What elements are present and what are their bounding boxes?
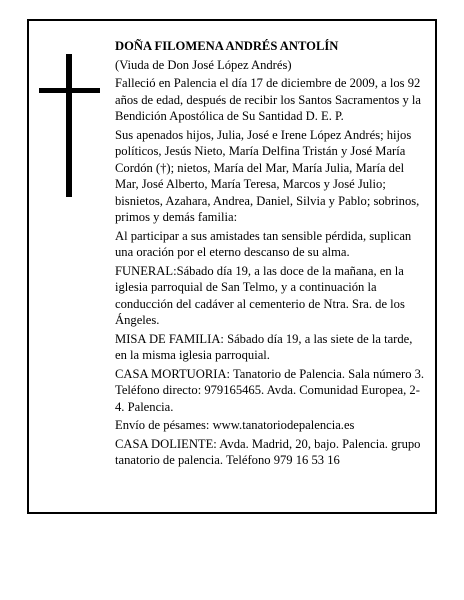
cross-icon [66, 54, 72, 197]
obituary-text [115, 38, 425, 471]
funeral-info: FUNERAL:Sábado día 19, a las doce de la mañana, en la iglesia parroquial de San Telmo, y a continuación la conducción del cadáver al cementerio de Ntra. Sra. de los Ángeles. [115, 263, 405, 327]
family-members: Sus apenados hijos, Julia, José e Irene López Andrés; hijos políticos, Jesús Nieto, María Delfina Tristán y José María Cordón (†); nietos, María del Mar, María Julia, María del Mar, José Alberto, María Teresa, Marcos y José Julio; bisnietos, Azahara, Andrea, Daniel, Silvia y Pablo; sobrinos, primos y demás familia: [115, 127, 420, 224]
family-home-info: CASA DOLIENTE: Avda. Madrid, 20, bajo. Palencia. grupo tanatorio de palencia. Teléfono 979 16 53 16 [115, 436, 421, 467]
death-announcement: Falleció en Palencia el día 17 de diciembre de 2009, a los 92 años de edad, después de recibir los Santos Sacramentos y la Bendición Apostólica de Su Santidad D. E. P. [115, 76, 422, 123]
deceased-name: DOÑA FILOMENA ANDRÉS ANTOLÍN [115, 39, 339, 53]
family-mass-info: MISA DE FAMILIA: Sábado día 19, a las siete de la tarde, en la misma iglesia parroquial. [115, 331, 413, 362]
prayer-request: Al participar a sus amistades tan sensible pérdida, suplican una oración por el eterno descanso de su alma. [115, 228, 412, 259]
funeral-home-info: CASA MORTUORIA: Tanatorio de Palencia. Sala número 3. Teléfono directo: 979165465. Avda. Comunidad Europea, 2-4. Palencia. [115, 366, 425, 414]
condolences-link[interactable]: Envío de pésames: www.tanatoriodepalencia.es [115, 418, 355, 432]
widow-of-line: (Viuda de Don José López Andrés) [115, 57, 292, 72]
cross-icon-bar [39, 88, 100, 93]
